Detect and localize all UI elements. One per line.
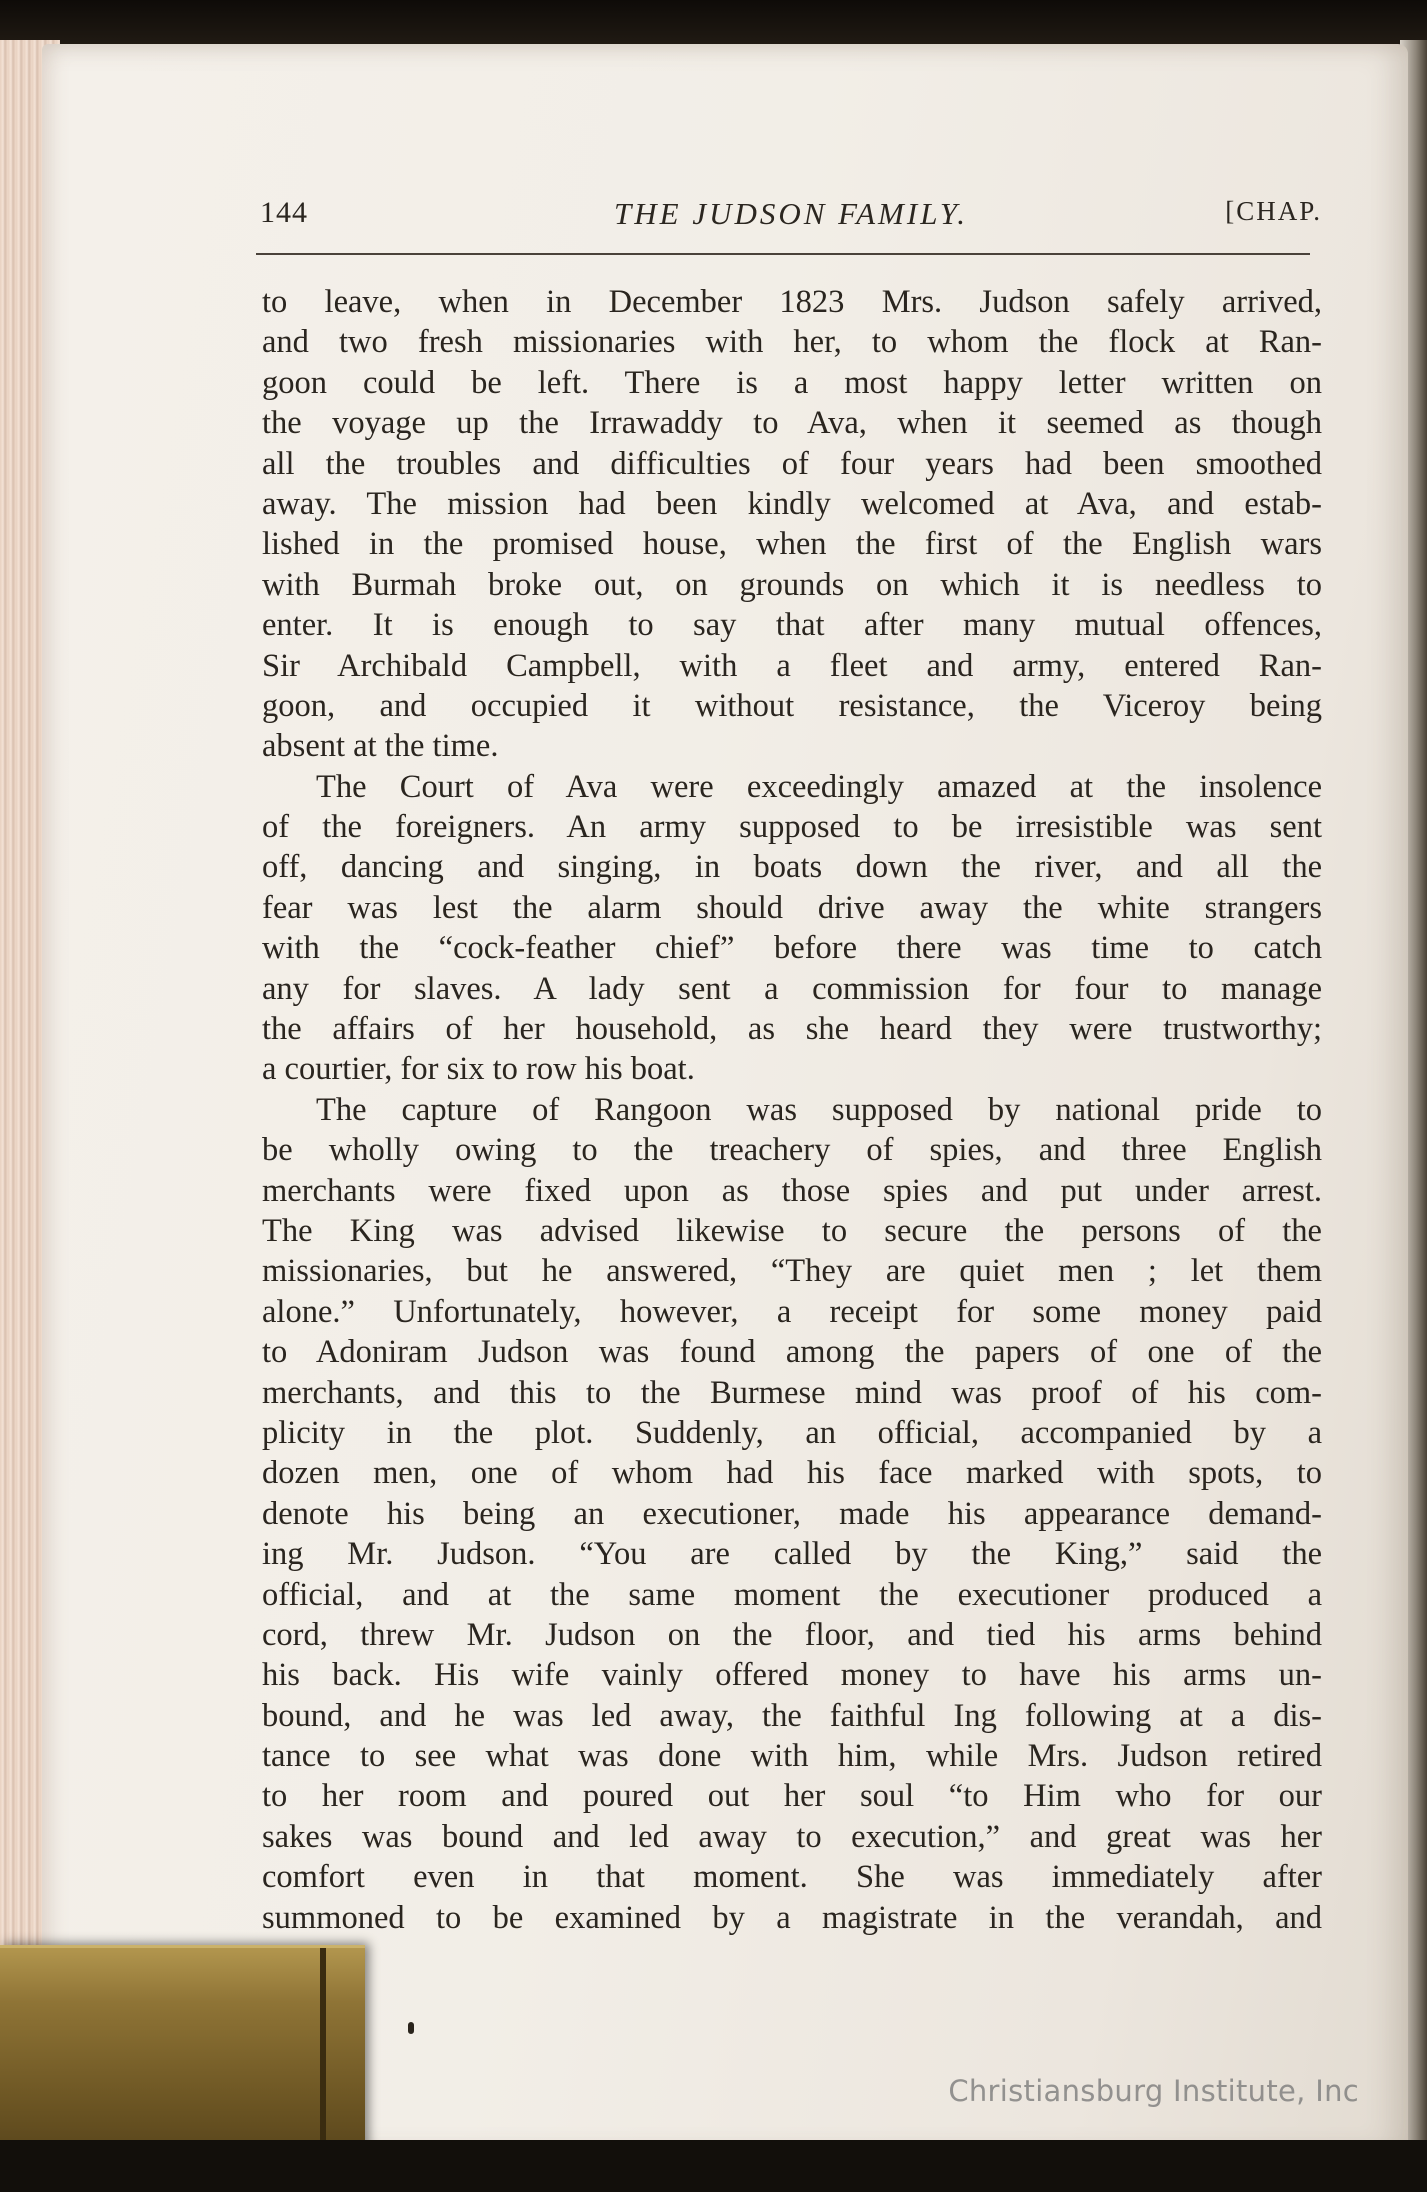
watermark: Christiansburg Institute, Inc: [948, 2074, 1359, 2108]
text-line: with Burmah broke out, on grounds on which it is needless to: [262, 566, 1322, 603]
text-line: Sir Archibald Campbell, with a fleet and army, entered Ran-: [262, 647, 1322, 684]
text-line: of the foreigners. An army supposed to be irresistible was sent: [262, 809, 1322, 846]
text-line: to leave, when in December 1823 Mrs. Judson safely arrived,: [262, 284, 1322, 320]
text-line: all the troubles and difficulties of four years had been smoothed: [262, 445, 1322, 482]
text-line: tance to see what was done with him, while Mrs. Judson retired: [262, 1738, 1322, 1775]
text-line: away. The mission had been kindly welcomed at Ava, and estab-: [262, 485, 1322, 522]
text-line: to Adoniram Judson was found among the papers of one of the: [262, 1334, 1322, 1371]
text-line: his back. His wife vainly offered money to have his arms un-: [262, 1657, 1322, 1694]
text-line: plicity in the plot. Suddenly, an official, accompanied by a: [262, 1414, 1322, 1451]
text-line: fear was lest the alarm should drive away the white strangers: [262, 889, 1322, 926]
text-line: be wholly owing to the treachery of spies, and three English: [262, 1132, 1322, 1169]
text-line: The capture of Rangoon was supposed by national pride to: [316, 1091, 1322, 1128]
text-line: goon, and occupied it without resistance, the Viceroy being: [262, 687, 1322, 724]
header-rule: [256, 253, 1310, 255]
text-line: denote his being an executioner, made his appearance demand-: [262, 1495, 1322, 1532]
text-line: lished in the promised house, when the first of the English wars: [262, 526, 1322, 563]
text-line: the affairs of her household, as she heard they were trustworthy;: [262, 1011, 1322, 1048]
text-line: to her room and poured out her soul “to Him who for our: [262, 1778, 1322, 1815]
text-line: off, dancing and singing, in boats down the river, and all the: [262, 849, 1322, 886]
page-speck: [408, 2022, 414, 2034]
text-line: merchants, and this to the Burmese mind was proof of his com-: [262, 1374, 1322, 1411]
text-line: official, and at the same moment the executioner produced a: [262, 1576, 1322, 1613]
text-line: cord, threw Mr. Judson on the floor, and tied his arms behind: [262, 1616, 1322, 1653]
text-line: sakes was bound and led away to execution,” and great was her: [262, 1818, 1322, 1855]
text-line: dozen men, one of whom had his face marked with spots, to: [262, 1455, 1322, 1492]
body-text: [262, 282, 1322, 1938]
text-line: any for slaves. A lady sent a commission for four to manage: [262, 970, 1322, 1007]
text-line: goon could be left. There is a most happy letter written on: [262, 364, 1322, 401]
text-line: comfort even in that moment. She was immediately after: [262, 1859, 1322, 1896]
text-line: the voyage up the Irrawaddy to Ava, when it seemed as though: [262, 405, 1322, 442]
text-line: summoned to be examined by a magistrate in the verandah, and: [262, 1899, 1322, 1936]
text-line: The King was advised likewise to secure the persons of the: [262, 1212, 1322, 1249]
text-line: missionaries, but he answered, “They are quiet men ; let them: [262, 1253, 1322, 1290]
text-line: merchants were fixed upon as those spies and put under arrest.: [262, 1172, 1322, 1209]
text-line: bound, and he was led away, the faithful Ing following at a dis-: [262, 1697, 1322, 1734]
text-line: alone.” Unfortunately, however, a receipt for some money paid: [262, 1293, 1322, 1330]
text-line: enter. It is enough to say that after many mutual offences,: [262, 607, 1322, 644]
text-line: a courtier, for six to row his boat.: [262, 1051, 695, 1088]
text-line: The Court of Ava were exceedingly amazed at the insolence: [316, 768, 1322, 805]
background-bottom: [0, 2140, 1427, 2192]
text-line: ing Mr. Judson. “You are called by the King,” said the: [262, 1536, 1322, 1573]
running-title: THE JUDSON FAMILY.: [614, 196, 968, 231]
chapter-tag: [CHAP.: [1225, 196, 1322, 226]
page-number: 144: [260, 196, 308, 229]
text-line: and two fresh missionaries with her, to whom the flock at Ran-: [262, 324, 1322, 361]
page-header: [260, 196, 1322, 244]
text-line: with the “cock-feather chief” before there was time to catch: [262, 930, 1322, 967]
text-line: absent at the time.: [262, 728, 499, 765]
